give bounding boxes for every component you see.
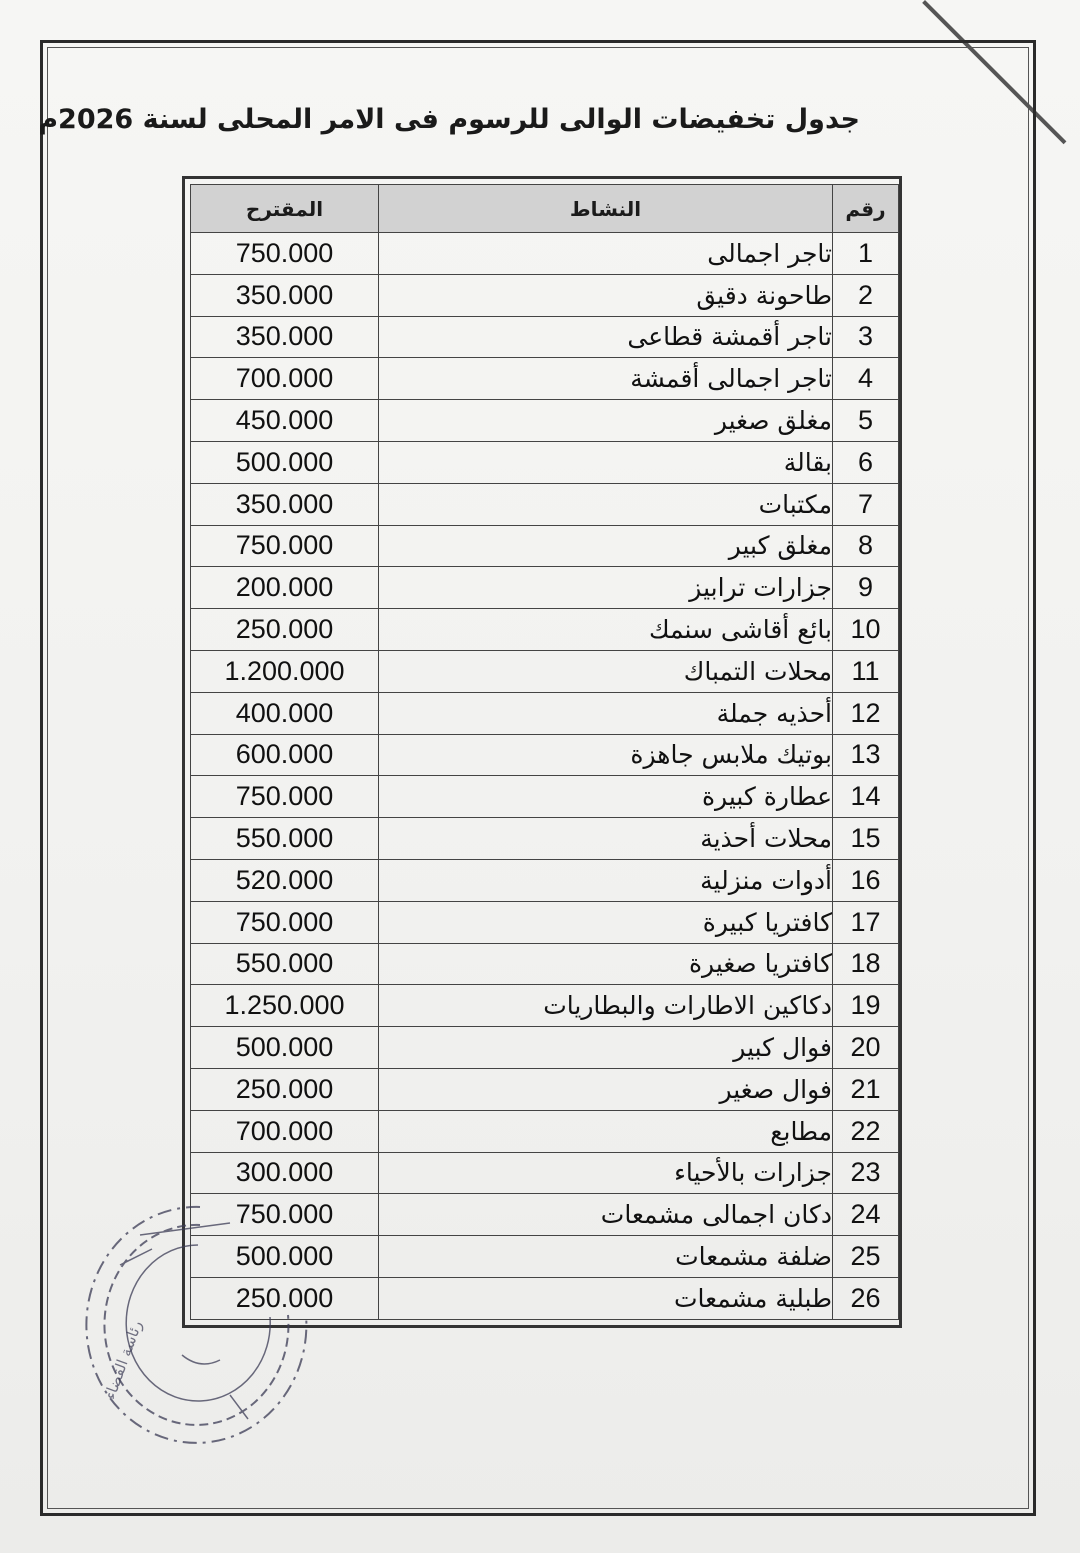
table-row bbox=[191, 901, 899, 943]
row-proposed-fee: 550.000 bbox=[191, 818, 379, 860]
row-proposed-fee: 500.000 bbox=[191, 1236, 379, 1278]
row-proposed-fee: 250.000 bbox=[191, 609, 379, 651]
row-activity: مكتبات bbox=[379, 483, 833, 525]
row-number: 16 bbox=[833, 859, 899, 901]
row-proposed-fee: 750.000 bbox=[191, 776, 379, 818]
row-activity: محلات التمباك bbox=[379, 650, 833, 692]
row-activity: تاجر اجمالى bbox=[379, 233, 833, 275]
row-number: 15 bbox=[833, 818, 899, 860]
row-activity: جزارات بالأحياء bbox=[379, 1152, 833, 1194]
document-title: جدول تخفيضات الوالى للرسوم فى الامر المحلى لسنة 2026م bbox=[38, 104, 860, 135]
row-activity: بقالة bbox=[379, 441, 833, 483]
table-row bbox=[191, 734, 899, 776]
row-proposed-fee: 250.000 bbox=[191, 1277, 379, 1319]
table-row bbox=[191, 1027, 899, 1069]
header-proposed: المقترح bbox=[191, 185, 379, 233]
row-proposed-fee: 1.200.000 bbox=[191, 650, 379, 692]
table-row bbox=[191, 943, 899, 985]
table-body bbox=[191, 233, 899, 1320]
row-proposed-fee: 750.000 bbox=[191, 233, 379, 275]
row-activity: بائع أقاشى سنمك bbox=[379, 609, 833, 651]
row-number: 5 bbox=[833, 400, 899, 442]
table-header-row bbox=[191, 185, 899, 233]
table-row bbox=[191, 274, 899, 316]
row-activity: ضلفة مشمعات bbox=[379, 1236, 833, 1278]
row-proposed-fee: 400.000 bbox=[191, 692, 379, 734]
row-activity: كافتريا كبيرة bbox=[379, 901, 833, 943]
row-activity: جزارات ترابيز bbox=[379, 567, 833, 609]
row-proposed-fee: 500.000 bbox=[191, 1027, 379, 1069]
table-row bbox=[191, 441, 899, 483]
row-proposed-fee: 350.000 bbox=[191, 483, 379, 525]
row-number: 10 bbox=[833, 609, 899, 651]
row-proposed-fee: 350.000 bbox=[191, 316, 379, 358]
row-activity: مطابع bbox=[379, 1110, 833, 1152]
row-number: 2 bbox=[833, 274, 899, 316]
row-number: 18 bbox=[833, 943, 899, 985]
row-proposed-fee: 250.000 bbox=[191, 1068, 379, 1110]
row-activity: مغلق صغير bbox=[379, 400, 833, 442]
row-number: 1 bbox=[833, 233, 899, 275]
table-row bbox=[191, 400, 899, 442]
row-activity: فوال كبير bbox=[379, 1027, 833, 1069]
row-activity: دكان اجمالى مشمعات bbox=[379, 1194, 833, 1236]
table-row bbox=[191, 1110, 899, 1152]
row-number: 12 bbox=[833, 692, 899, 734]
row-number: 13 bbox=[833, 734, 899, 776]
row-proposed-fee: 520.000 bbox=[191, 859, 379, 901]
table-row bbox=[191, 1236, 899, 1278]
row-proposed-fee: 450.000 bbox=[191, 400, 379, 442]
table-row bbox=[191, 1277, 899, 1319]
table-row bbox=[191, 567, 899, 609]
table-row bbox=[191, 1194, 899, 1236]
row-activity: فوال صغير bbox=[379, 1068, 833, 1110]
row-proposed-fee: 300.000 bbox=[191, 1152, 379, 1194]
fees-table bbox=[190, 184, 899, 1320]
table-row bbox=[191, 1068, 899, 1110]
row-proposed-fee: 350.000 bbox=[191, 274, 379, 316]
row-proposed-fee: 200.000 bbox=[191, 567, 379, 609]
row-number: 20 bbox=[833, 1027, 899, 1069]
table-row bbox=[191, 818, 899, 860]
row-activity: دكاكين الاطارات والبطاريات bbox=[379, 985, 833, 1027]
row-number: 8 bbox=[833, 525, 899, 567]
row-proposed-fee: 1.250.000 bbox=[191, 985, 379, 1027]
fees-table-container bbox=[182, 176, 902, 1328]
row-activity: طبلية مشمعات bbox=[379, 1277, 833, 1319]
row-number: 22 bbox=[833, 1110, 899, 1152]
header-number: رقم bbox=[833, 185, 899, 233]
row-proposed-fee: 750.000 bbox=[191, 525, 379, 567]
row-proposed-fee: 500.000 bbox=[191, 441, 379, 483]
row-number: 11 bbox=[833, 650, 899, 692]
row-number: 19 bbox=[833, 985, 899, 1027]
table-row bbox=[191, 483, 899, 525]
table-row bbox=[191, 985, 899, 1027]
row-proposed-fee: 750.000 bbox=[191, 1194, 379, 1236]
row-activity: تاجر اجمالى أقمشة bbox=[379, 358, 833, 400]
row-number: 21 bbox=[833, 1068, 899, 1110]
row-number: 14 bbox=[833, 776, 899, 818]
table-row bbox=[191, 1152, 899, 1194]
row-activity: أحذيه جملة bbox=[379, 692, 833, 734]
row-number: 25 bbox=[833, 1236, 899, 1278]
row-number: 9 bbox=[833, 567, 899, 609]
header-activity: النشاط bbox=[379, 185, 833, 233]
row-activity: بوتيك ملابس جاهزة bbox=[379, 734, 833, 776]
table-row bbox=[191, 233, 899, 275]
row-number: 26 bbox=[833, 1277, 899, 1319]
row-number: 24 bbox=[833, 1194, 899, 1236]
row-activity: تاجر أقمشة قطاعى bbox=[379, 316, 833, 358]
row-activity: محلات أحذية bbox=[379, 818, 833, 860]
row-number: 23 bbox=[833, 1152, 899, 1194]
table-row bbox=[191, 609, 899, 651]
table-row bbox=[191, 650, 899, 692]
row-proposed-fee: 700.000 bbox=[191, 1110, 379, 1152]
stamp-text: رئاسة القضاء bbox=[100, 1318, 146, 1402]
row-activity: أدوات منزلية bbox=[379, 859, 833, 901]
table-row bbox=[191, 316, 899, 358]
row-number: 4 bbox=[833, 358, 899, 400]
row-number: 7 bbox=[833, 483, 899, 525]
row-activity: كافتريا صغيرة bbox=[379, 943, 833, 985]
row-activity: مغلق كبير bbox=[379, 525, 833, 567]
row-proposed-fee: 600.000 bbox=[191, 734, 379, 776]
row-activity: عطارة كبيرة bbox=[379, 776, 833, 818]
table-row bbox=[191, 358, 899, 400]
table-row bbox=[191, 525, 899, 567]
table-row bbox=[191, 776, 899, 818]
row-proposed-fee: 550.000 bbox=[191, 943, 379, 985]
row-number: 6 bbox=[833, 441, 899, 483]
row-number: 3 bbox=[833, 316, 899, 358]
table-row bbox=[191, 692, 899, 734]
table-row bbox=[191, 859, 899, 901]
row-activity: طاحونة دقيق bbox=[379, 274, 833, 316]
row-proposed-fee: 750.000 bbox=[191, 901, 379, 943]
row-proposed-fee: 700.000 bbox=[191, 358, 379, 400]
row-number: 17 bbox=[833, 901, 899, 943]
